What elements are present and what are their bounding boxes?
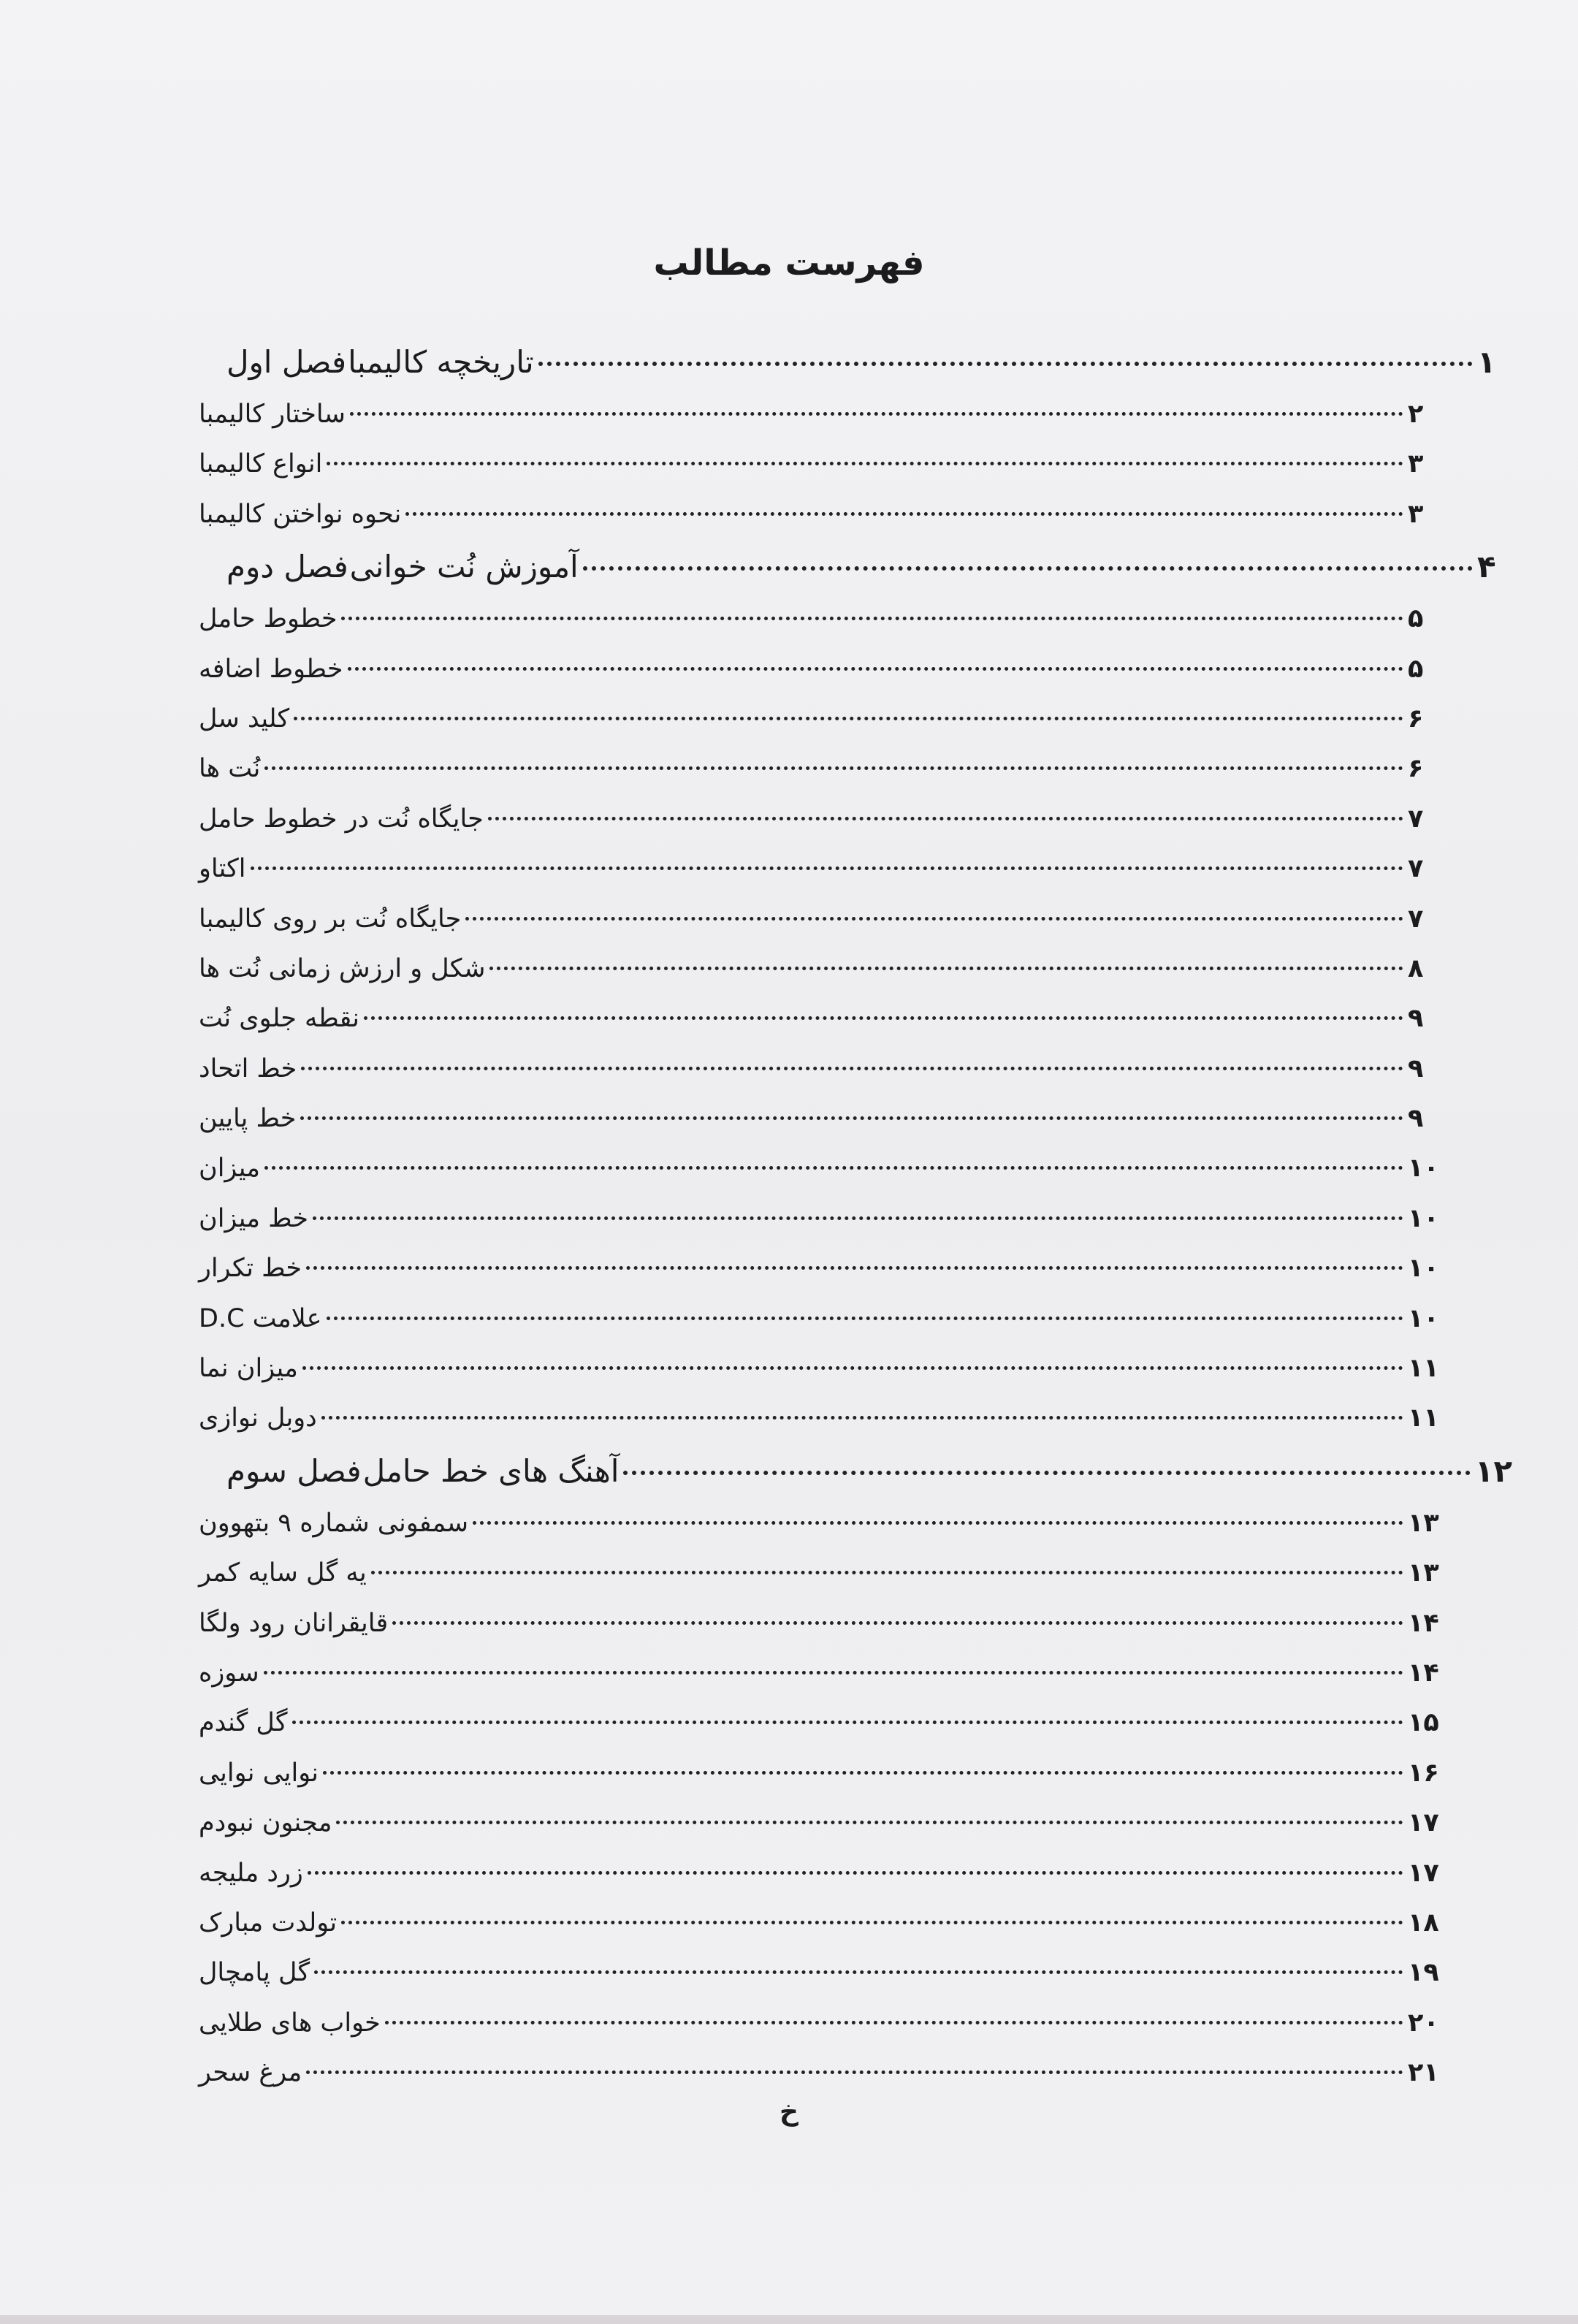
toc-entry <box>197 1748 1443 1798</box>
toc-entry <box>197 844 1443 894</box>
chapter-label: فصل سوم <box>226 1452 362 1489</box>
entry-page-number: ۵ <box>1408 604 1424 634</box>
entry-page-number: ۱۰ <box>1408 1254 1439 1284</box>
entry-page-number: ۶ <box>1408 704 1424 734</box>
page-title: فهرست مطالب <box>653 243 925 284</box>
toc-entry <box>197 1698 1443 1748</box>
dot-leader <box>327 462 1403 465</box>
page-number-footer: خ <box>780 2097 798 2127</box>
entry-title: قایقرانان رود ولگا <box>199 1608 389 1638</box>
toc-chapter-entry <box>197 1444 1512 1498</box>
toc-entry <box>197 1344 1443 1393</box>
entry-title: خط پایین <box>199 1104 297 1134</box>
dot-leader <box>385 2021 1403 2024</box>
chapter-page-number: ۴ <box>1477 549 1496 585</box>
entry-page-number: ۱۷ <box>1408 1858 1439 1888</box>
chapter-page-number: ۱ <box>1477 344 1496 380</box>
toc-entry <box>197 2048 1443 2098</box>
dot-leader <box>294 717 1403 720</box>
entry-title: گل گندم <box>199 1708 288 1738</box>
dot-leader <box>292 1721 1403 1724</box>
entry-page-number: ۵ <box>1408 654 1424 684</box>
entry-title: نحوه نواختن کالیمبا <box>199 499 402 529</box>
entry-page-number: ۳ <box>1408 449 1424 479</box>
toc-entry <box>197 1143 1443 1193</box>
toc-entry <box>197 594 1443 644</box>
entry-page-number: ۳ <box>1408 499 1424 529</box>
toc-entry <box>197 694 1443 744</box>
entry-title: کلید سل <box>199 704 290 734</box>
dot-leader <box>371 1571 1403 1574</box>
entry-title: نُت ها <box>199 754 261 784</box>
dot-leader <box>348 667 1403 671</box>
dot-leader <box>538 362 1473 366</box>
toc-entry <box>197 794 1443 844</box>
entry-title: جایگاه نُت در خطوط حامل <box>199 804 484 834</box>
dot-leader <box>251 866 1403 870</box>
entry-title: علامت D.C <box>199 1303 322 1333</box>
toc-entry <box>197 944 1443 994</box>
entry-page-number: ۱۹ <box>1408 1958 1439 1988</box>
entry-title: زرد ملیجه <box>199 1858 303 1888</box>
entry-page-number: ۸ <box>1408 953 1424 983</box>
entry-title: سمفونی شماره ۹ بتهوون <box>199 1508 469 1538</box>
toc-entry <box>197 1243 1443 1293</box>
entry-title: خطوط حامل <box>199 604 338 634</box>
toc-entry <box>197 1898 1443 1948</box>
entry-title: نقطه جلوی نُت <box>199 1004 359 1034</box>
toc-entry <box>197 1648 1443 1698</box>
dot-leader <box>301 1067 1403 1070</box>
entry-title: یه گل سایه کمر <box>199 1558 367 1588</box>
toc-entry <box>197 1044 1443 1094</box>
entry-title: ساختار کالیمبا <box>199 400 346 429</box>
entry-title: نوایی نوایی <box>199 1758 319 1788</box>
dot-leader <box>313 1216 1403 1220</box>
dot-leader <box>489 967 1403 970</box>
dot-leader <box>392 1621 1403 1625</box>
entry-title: اکتاو <box>199 854 246 884</box>
chapter-label: فصل اول <box>226 344 347 380</box>
entry-page-number: ۱۱ <box>1408 1403 1439 1433</box>
toc-entry <box>197 489 1443 539</box>
chapter-label: فصل دوم <box>226 549 348 585</box>
entry-page-number: ۱۰ <box>1408 1154 1439 1184</box>
entry-page-number: ۱۴ <box>1408 1608 1439 1638</box>
toc-entry <box>197 1798 1443 1848</box>
toc-entry <box>197 389 1443 439</box>
entry-page-number: ۶ <box>1408 754 1424 784</box>
dot-leader <box>264 1166 1403 1170</box>
entry-page-number: ۱۳ <box>1408 1508 1439 1538</box>
entry-title: دوبل نوازی <box>199 1403 317 1433</box>
entry-title: گل پامچال <box>199 1958 310 1988</box>
entry-page-number: ۱۸ <box>1408 1908 1439 1938</box>
entry-title: میزان نما <box>199 1354 298 1384</box>
dot-leader <box>306 1266 1403 1270</box>
toc-entry <box>197 1194 1443 1243</box>
chapter-title: آهنگ های خط حامل <box>362 1452 620 1489</box>
dot-leader <box>488 817 1403 820</box>
toc-entry <box>197 1498 1443 1548</box>
entry-title: سوزه <box>199 1658 259 1688</box>
dot-leader <box>314 1970 1403 1974</box>
entry-page-number: ۱۵ <box>1408 1708 1439 1738</box>
entry-title: مجنون نبودم <box>199 1808 332 1838</box>
dot-leader <box>341 1921 1403 1924</box>
entry-page-number: ۷ <box>1408 904 1424 934</box>
toc-entry <box>197 1998 1443 2048</box>
toc-entry <box>197 1548 1443 1598</box>
table-of-contents <box>197 335 1512 2098</box>
dot-leader <box>300 1116 1403 1120</box>
entry-page-number: ۱۳ <box>1408 1558 1439 1588</box>
dot-leader <box>321 1416 1403 1420</box>
dot-leader <box>302 1366 1403 1370</box>
dot-leader <box>364 1016 1403 1020</box>
entry-page-number: ۱۴ <box>1408 1658 1439 1688</box>
entry-title: تولدت مبارک <box>199 1908 338 1938</box>
toc-entry <box>197 1948 1443 1997</box>
dot-leader <box>465 917 1403 921</box>
toc-entry <box>197 1393 1443 1443</box>
chapter-page-number: ۱۲ <box>1474 1452 1512 1489</box>
entry-page-number: ۹ <box>1408 1104 1424 1134</box>
toc-entry <box>197 994 1443 1043</box>
entry-page-number: ۷ <box>1408 854 1424 884</box>
entry-page-number: ۱۱ <box>1408 1354 1439 1384</box>
entry-title: جایگاه نُت بر روی کالیمبا <box>199 904 462 934</box>
toc-chapter-entry <box>197 539 1512 594</box>
chapter-title: تاریخچه کالیمبا <box>348 344 534 380</box>
page-edge <box>0 2315 1578 2324</box>
toc-chapter-entry <box>197 335 1512 389</box>
dot-leader <box>405 512 1403 516</box>
toc-entry <box>197 644 1443 694</box>
dot-leader <box>341 617 1403 620</box>
chapter-title: آموزش نُت خوانی <box>349 549 579 585</box>
toc-entry <box>197 439 1443 489</box>
entry-title: خط تکرار <box>199 1254 302 1284</box>
toc-entry <box>197 1094 1443 1143</box>
dot-leader <box>306 2070 1403 2074</box>
entry-page-number: ۱۰ <box>1408 1203 1439 1233</box>
entry-page-number: ۱۶ <box>1408 1758 1439 1788</box>
entry-title: میزان <box>199 1154 261 1184</box>
entry-title: انواع کالیمبا <box>199 449 323 479</box>
dot-leader <box>323 1771 1403 1775</box>
entry-title: مرغ سحر <box>199 2058 302 2088</box>
dot-leader <box>336 1821 1403 1824</box>
dot-leader <box>308 1871 1403 1875</box>
dot-leader <box>264 1671 1403 1675</box>
entry-title: شکل و ارزش زمانی نُت ها <box>199 953 486 983</box>
entry-page-number: ۱۰ <box>1408 1303 1439 1333</box>
entry-page-number: ۷ <box>1408 804 1424 834</box>
dot-leader <box>473 1521 1403 1525</box>
toc-entry <box>197 1294 1443 1344</box>
dot-leader <box>327 1317 1403 1320</box>
dot-leader <box>350 412 1403 416</box>
toc-entry <box>197 1599 1443 1648</box>
entry-page-number: ۲۰ <box>1408 2008 1439 2038</box>
entry-page-number: ۱۷ <box>1408 1808 1439 1838</box>
entry-page-number: ۲۱ <box>1408 2058 1439 2088</box>
toc-entry <box>197 894 1443 944</box>
entry-page-number: ۹ <box>1408 1004 1424 1034</box>
entry-page-number: ۹ <box>1408 1054 1424 1083</box>
toc-entry <box>197 744 1443 793</box>
entry-page-number: ۲ <box>1408 400 1424 429</box>
dot-leader <box>583 566 1473 571</box>
toc-entry <box>197 1848 1443 1898</box>
dot-leader <box>264 766 1403 770</box>
entry-title: خواب های طلایی <box>199 2008 381 2038</box>
entry-title: خط میزان <box>199 1203 309 1233</box>
entry-title: خطوط اضافه <box>199 654 343 684</box>
dot-leader <box>623 1471 1470 1475</box>
entry-title: خط اتحاد <box>199 1054 297 1083</box>
